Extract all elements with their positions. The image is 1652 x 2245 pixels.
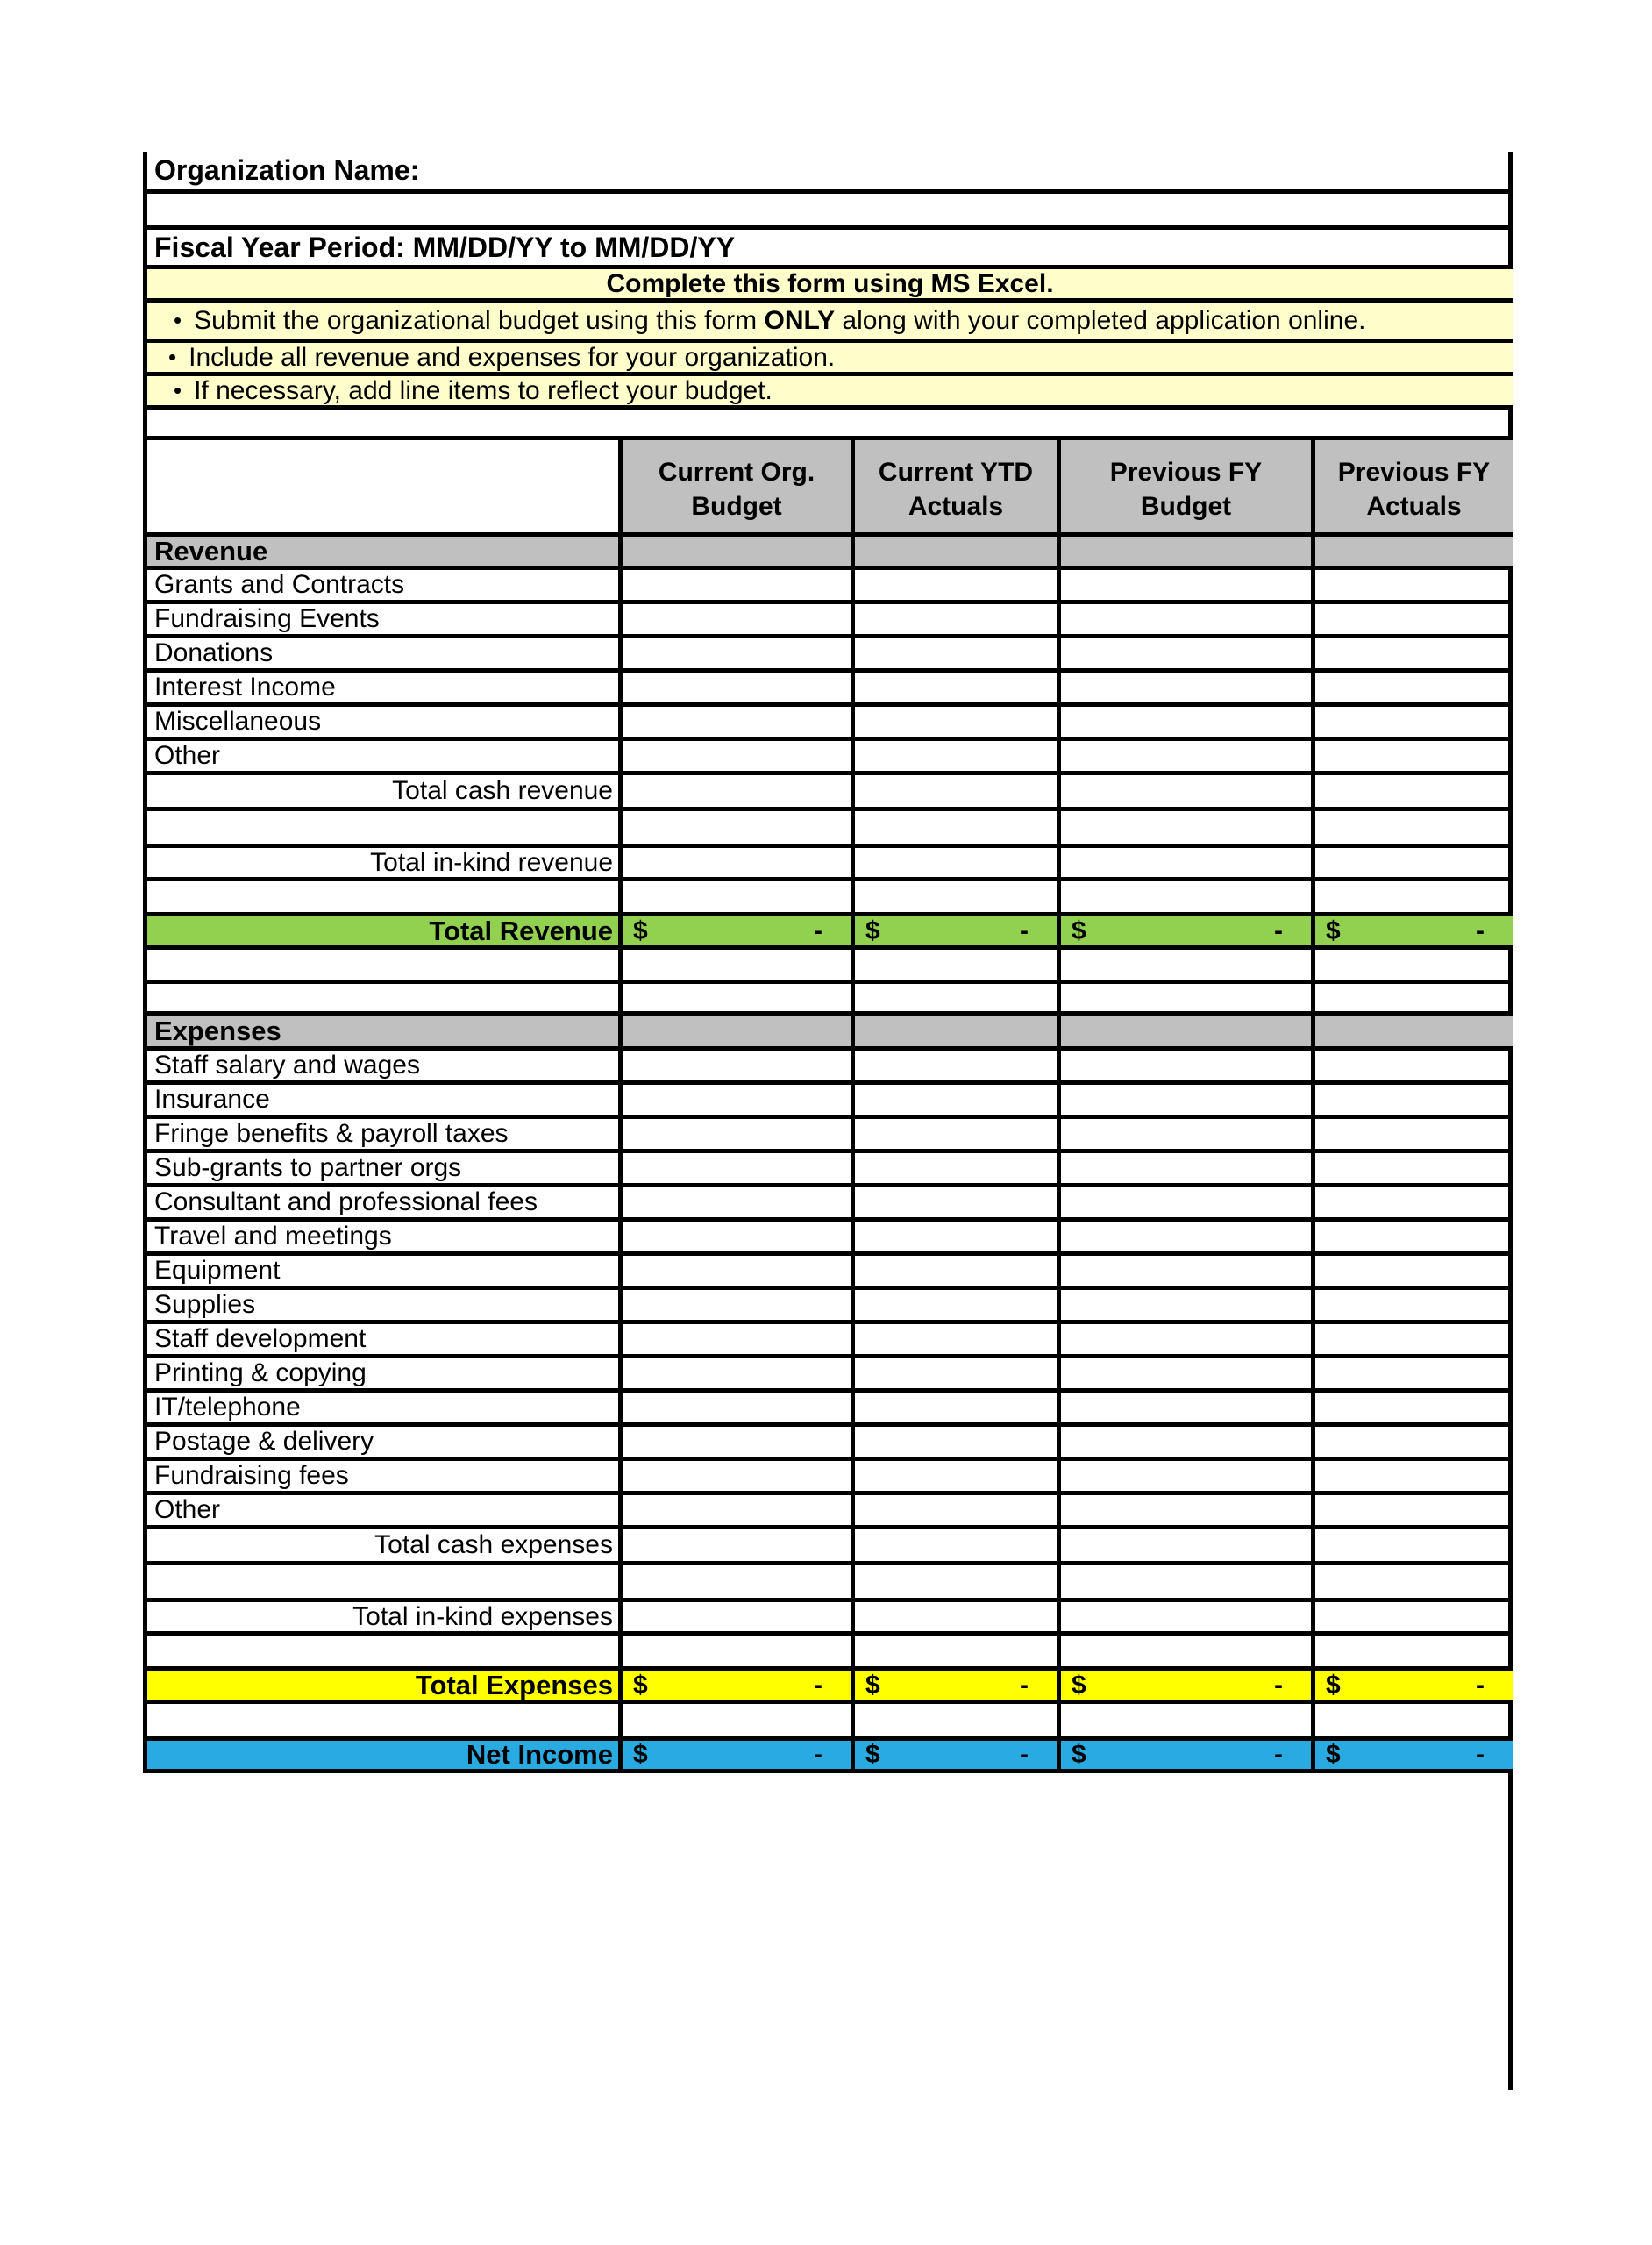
budget-cell — [1315, 1324, 1513, 1354]
budget-cell — [623, 1290, 855, 1320]
budget-cell — [1061, 1119, 1315, 1149]
budget-cell — [1061, 1085, 1315, 1115]
budget-cell — [855, 1051, 1061, 1080]
budget-cell — [1315, 707, 1513, 737]
row-label: Total cash expenses — [147, 1529, 623, 1561]
row-label: Miscellaneous — [147, 707, 623, 737]
expense-item-row — [147, 1119, 1513, 1153]
budget-cell — [623, 1222, 855, 1251]
budget-cell — [1315, 1222, 1513, 1251]
currency-symbol: $ — [633, 916, 648, 945]
expenses-section-label: Expenses — [147, 1016, 623, 1046]
budget-cell — [1061, 1461, 1315, 1491]
budget-cell — [1315, 1153, 1513, 1183]
budget-cell — [1061, 1324, 1315, 1354]
currency-empty-dash: - — [814, 916, 822, 945]
bullet-text: If necessary, add line items to reflect your budget. — [194, 376, 773, 405]
row-label: Grants and Contracts — [147, 570, 623, 600]
budget-cell — [855, 638, 1061, 668]
spacer-row — [147, 1704, 1513, 1741]
budget-cell — [1061, 775, 1315, 807]
row-label: Staff development — [147, 1324, 623, 1354]
budget-cell — [1315, 1495, 1513, 1525]
budget-cell — [623, 1602, 855, 1631]
budget-cell — [1061, 1256, 1315, 1286]
budget-cell — [855, 775, 1061, 807]
column-header-empty — [147, 440, 623, 532]
budget-cell — [855, 1358, 1061, 1388]
row-label: Consultant and professional fees — [147, 1187, 623, 1217]
currency-empty-dash: - — [1274, 1741, 1283, 1769]
net-income-value — [855, 1741, 1061, 1769]
currency-symbol: $ — [1326, 916, 1341, 945]
budget-cell — [623, 1461, 855, 1491]
currency-symbol: $ — [633, 1671, 648, 1700]
fiscal-year-label: Fiscal Year Period: MM/DD/YY to MM/DD/YY — [154, 231, 736, 263]
total-inkind-expenses-row — [147, 1602, 1513, 1636]
row-label: Other — [147, 1495, 623, 1525]
spacer-row — [147, 881, 1513, 916]
row-label: Travel and meetings — [147, 1222, 623, 1251]
budget-cell — [855, 1393, 1061, 1422]
budget-cell — [1061, 741, 1315, 771]
budget-cell — [855, 1085, 1061, 1115]
currency-symbol: $ — [1072, 916, 1086, 945]
cell — [623, 1016, 855, 1046]
row-label: Fundraising Events — [147, 604, 623, 634]
budget-cell — [1315, 741, 1513, 771]
budget-cell — [1061, 673, 1315, 702]
total-expenses-value — [1315, 1671, 1513, 1700]
row-label: Total cash revenue — [147, 775, 623, 807]
budget-cell — [1061, 1187, 1315, 1217]
instructions-title: Complete this form using MS Excel. — [606, 269, 1054, 298]
budget-cell — [855, 741, 1061, 771]
budget-cell — [855, 1495, 1061, 1525]
budget-cell — [623, 1119, 855, 1149]
budget-cell — [855, 1119, 1061, 1149]
budget-cell — [1061, 604, 1315, 634]
row-label: Interest Income — [147, 673, 623, 702]
net-income-value — [1061, 1741, 1315, 1769]
budget-cell — [623, 707, 855, 737]
bullet-text: Submit the organizational budget using this form ONLY along with your completed application online. — [194, 305, 1366, 335]
row-label: Other — [147, 741, 623, 771]
expense-item-row — [147, 1290, 1513, 1324]
budget-cell — [623, 1153, 855, 1183]
budget-cell — [1315, 1051, 1513, 1080]
expense-item-row — [147, 1324, 1513, 1358]
revenue-item-row — [147, 604, 1513, 638]
currency-symbol: $ — [865, 916, 880, 945]
budget-form-sheet — [143, 152, 1513, 1773]
currency-symbol: $ — [865, 1671, 880, 1700]
budget-cell — [623, 1085, 855, 1115]
column-header-previous-fy-budget: Previous FY Budget — [1061, 440, 1315, 532]
budget-cell — [1315, 1119, 1513, 1149]
total-expenses-label: Total Expenses — [147, 1671, 623, 1700]
row-label: Postage & delivery — [147, 1427, 623, 1457]
budget-cell — [623, 604, 855, 634]
budget-cell — [1061, 1602, 1315, 1631]
currency-empty-dash: - — [1476, 916, 1485, 945]
cell — [1061, 1016, 1315, 1046]
budget-cell — [855, 1222, 1061, 1251]
budget-cell — [855, 1324, 1061, 1354]
currency-empty-dash: - — [1274, 916, 1283, 945]
revenue-item-row — [147, 673, 1513, 707]
budget-cell — [623, 1324, 855, 1354]
budget-cell — [1061, 1051, 1315, 1080]
budget-cell — [1061, 570, 1315, 600]
budget-cell — [623, 638, 855, 668]
budget-cell — [855, 707, 1061, 737]
budget-cell — [1061, 1393, 1315, 1422]
row-label: Donations — [147, 638, 623, 668]
budget-cell — [855, 1290, 1061, 1320]
net-income-row — [147, 1741, 1513, 1773]
budget-cell — [1315, 604, 1513, 634]
budget-cell — [623, 1393, 855, 1422]
expense-item-row — [147, 1222, 1513, 1256]
spacer-row — [147, 984, 1513, 1016]
expense-item-row — [147, 1051, 1513, 1085]
budget-cell — [855, 1461, 1061, 1491]
row-label: Fringe benefits & payroll taxes — [147, 1119, 623, 1149]
currency-symbol: $ — [1072, 1671, 1086, 1700]
row-label: IT/telephone — [147, 1393, 623, 1422]
budget-cell — [855, 673, 1061, 702]
revenue-section-label: Revenue — [147, 537, 623, 566]
cell — [855, 1016, 1061, 1046]
currency-symbol: $ — [1072, 1741, 1086, 1769]
instruction-bullet-row — [147, 303, 1513, 343]
budget-cell — [855, 848, 1061, 877]
currency-empty-dash: - — [1476, 1671, 1485, 1700]
budget-cell — [1315, 1529, 1513, 1561]
total-revenue-label: Total Revenue — [147, 916, 623, 945]
budget-cell — [623, 1427, 855, 1457]
budget-cell — [855, 604, 1061, 634]
expense-item-row — [147, 1187, 1513, 1222]
budget-cell — [1061, 1153, 1315, 1183]
row-label: Printing & copying — [147, 1358, 623, 1388]
budget-cell — [1061, 1495, 1315, 1525]
total-expenses-value — [855, 1671, 1061, 1700]
budget-cell — [623, 1051, 855, 1080]
budget-cell — [855, 1256, 1061, 1286]
column-header-current-ytd-actuals: Current YTD Actuals — [855, 440, 1061, 532]
revenue-section-header-row — [147, 537, 1513, 570]
currency-empty-dash: - — [814, 1741, 822, 1769]
expense-item-row — [147, 1427, 1513, 1461]
budget-cell — [623, 741, 855, 771]
budget-cell — [1315, 570, 1513, 600]
bullet-icon: • — [168, 344, 177, 370]
currency-empty-dash: - — [1020, 1671, 1029, 1700]
row-label: Total in-kind revenue — [147, 848, 623, 877]
budget-cell — [1061, 1358, 1315, 1388]
bullet-icon: • — [174, 377, 182, 403]
currency-empty-dash: - — [1020, 916, 1029, 945]
budget-cell — [855, 1529, 1061, 1561]
total-revenue-value — [1061, 916, 1315, 945]
currency-empty-dash: - — [1274, 1671, 1283, 1700]
currency-empty-dash: - — [1020, 1741, 1029, 1769]
budget-cell — [1315, 1290, 1513, 1320]
expense-item-row — [147, 1393, 1513, 1427]
budget-cell — [623, 1256, 855, 1286]
budget-cell — [1061, 638, 1315, 668]
org-name-entry-row — [147, 194, 1513, 230]
total-cash-revenue-row — [147, 775, 1513, 811]
budget-cell — [623, 1187, 855, 1217]
budget-cell — [623, 1529, 855, 1561]
budget-cell — [855, 570, 1061, 600]
budget-cell — [623, 775, 855, 807]
column-header-current-org-budget: Current Org. Budget — [623, 440, 855, 532]
budget-cell — [1315, 775, 1513, 807]
budget-cell — [623, 570, 855, 600]
column-header-row — [147, 440, 1513, 537]
fiscal-year-row — [147, 230, 1513, 269]
revenue-item-row — [147, 638, 1513, 673]
cell — [1061, 537, 1315, 566]
bullet-icon: • — [174, 307, 182, 333]
net-income-value — [623, 1741, 855, 1769]
budget-cell — [855, 1187, 1061, 1217]
budget-cell — [1061, 1222, 1315, 1251]
budget-cell — [623, 848, 855, 877]
budget-cell — [1061, 1529, 1315, 1561]
instruction-bullet-row — [147, 343, 1513, 376]
cell — [855, 537, 1061, 566]
budget-cell — [1315, 848, 1513, 877]
budget-cell — [1315, 1085, 1513, 1115]
total-revenue-value — [1315, 916, 1513, 945]
budget-cell — [1315, 1393, 1513, 1422]
currency-empty-dash: - — [1476, 1741, 1485, 1769]
expense-item-row — [147, 1085, 1513, 1119]
instruction-bullet-row — [147, 376, 1513, 410]
row-label: Total in-kind expenses — [147, 1602, 623, 1631]
budget-cell — [1315, 673, 1513, 702]
budget-cell — [1061, 707, 1315, 737]
budget-cell — [1315, 638, 1513, 668]
total-expenses-value — [623, 1671, 855, 1700]
row-label: Insurance — [147, 1085, 623, 1115]
currency-empty-dash: - — [814, 1671, 822, 1700]
budget-cell — [855, 1153, 1061, 1183]
cell — [623, 537, 855, 566]
cell — [1315, 537, 1513, 566]
net-income-value — [1315, 1741, 1513, 1769]
total-inkind-revenue-row — [147, 848, 1513, 881]
org-name-row — [147, 152, 1513, 194]
expense-item-row — [147, 1495, 1513, 1529]
currency-symbol: $ — [633, 1741, 648, 1769]
row-label: Fundraising fees — [147, 1461, 623, 1491]
bullet-text: Include all revenue and expenses for your organization. — [189, 343, 836, 372]
total-expenses-value — [1061, 1671, 1315, 1700]
revenue-item-row — [147, 570, 1513, 604]
cell — [1315, 1016, 1513, 1046]
expense-item-row — [147, 1358, 1513, 1393]
currency-symbol: $ — [865, 1741, 880, 1769]
row-label: Supplies — [147, 1290, 623, 1320]
budget-cell — [1315, 1602, 1513, 1631]
revenue-item-row — [147, 707, 1513, 741]
budget-cell — [855, 1427, 1061, 1457]
budget-cell — [1061, 1290, 1315, 1320]
column-header-previous-fy-actuals: Previous FY Actuals — [1315, 440, 1513, 532]
row-label: Sub-grants to partner orgs — [147, 1153, 623, 1183]
total-revenue-value — [855, 916, 1061, 945]
budget-cell — [1315, 1256, 1513, 1286]
spacer-row — [147, 1565, 1513, 1602]
budget-cell — [1315, 1358, 1513, 1388]
budget-cell — [1315, 1187, 1513, 1217]
expense-item-row — [147, 1256, 1513, 1290]
expense-item-row — [147, 1153, 1513, 1187]
row-label: Staff salary and wages — [147, 1051, 623, 1080]
currency-symbol: $ — [1326, 1671, 1341, 1700]
budget-cell — [623, 1358, 855, 1388]
total-cash-expenses-row — [147, 1529, 1513, 1565]
expenses-section-header-row — [147, 1016, 1513, 1051]
row-label: Equipment — [147, 1256, 623, 1286]
budget-cell — [1061, 848, 1315, 877]
instructions-title-row — [147, 269, 1513, 303]
total-revenue-row — [147, 916, 1513, 950]
total-revenue-value — [623, 916, 855, 945]
net-income-label: Net Income — [147, 1741, 623, 1769]
spacer-row — [147, 1636, 1513, 1671]
spacer-row — [147, 410, 1513, 440]
org-name-label: Organization Name: — [154, 154, 420, 186]
budget-cell — [1061, 1427, 1315, 1457]
revenue-item-row — [147, 741, 1513, 775]
budget-cell — [1315, 1427, 1513, 1457]
currency-symbol: $ — [1326, 1741, 1341, 1769]
spacer-row — [147, 811, 1513, 848]
budget-cell — [1315, 1461, 1513, 1491]
budget-cell — [855, 1602, 1061, 1631]
budget-cell — [623, 673, 855, 702]
budget-cell — [623, 1495, 855, 1525]
total-expenses-row — [147, 1671, 1513, 1704]
expense-item-row — [147, 1461, 1513, 1495]
spacer-row — [147, 950, 1513, 984]
